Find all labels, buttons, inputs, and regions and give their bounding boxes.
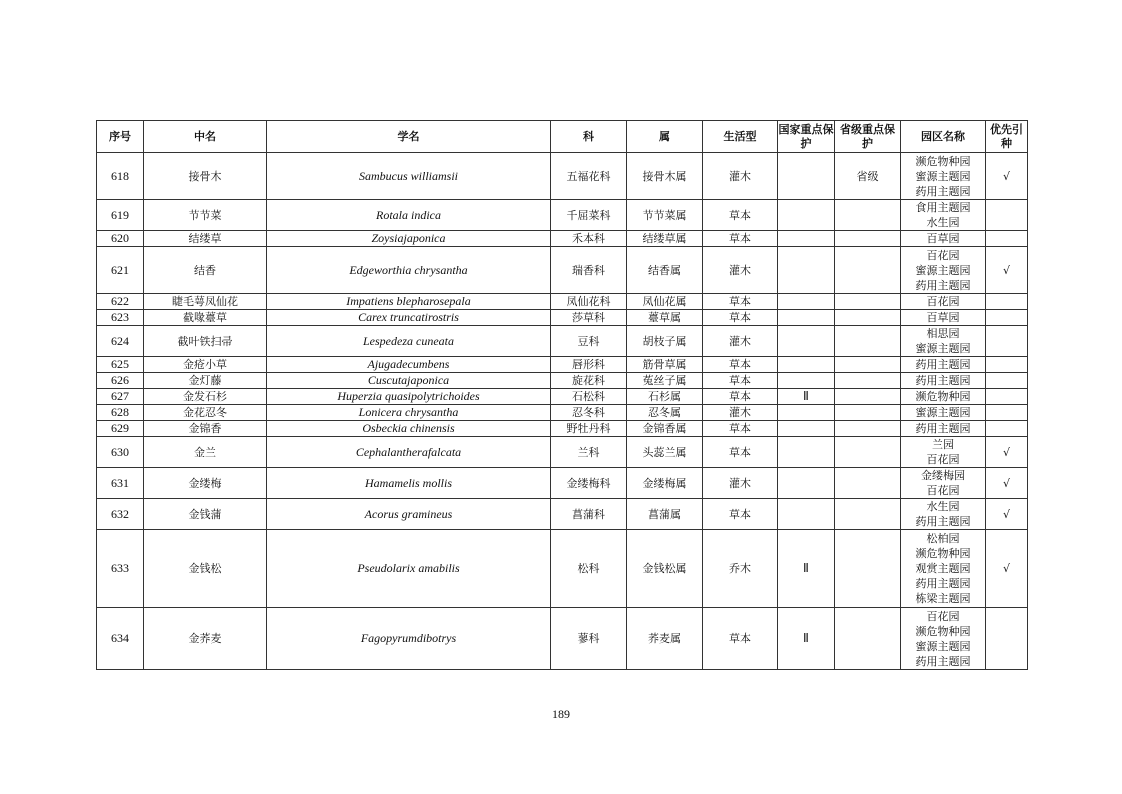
cell-garden — [901, 499, 986, 530]
garden-name: 百花园 — [926, 484, 960, 497]
cell-no: 631 — [97, 468, 144, 499]
header-garden: 园区名称 — [901, 121, 986, 153]
cell-cn-name: 金兰 — [144, 437, 267, 468]
cell-family: 千屈菜科 — [551, 200, 627, 231]
cell-sci-name: Carex truncatirostris — [267, 310, 551, 326]
cell-sci-name: Hamamelis mollis — [267, 468, 551, 499]
cell-national-protect — [778, 231, 835, 247]
garden-name: 水生园 — [926, 216, 960, 229]
table-row — [97, 326, 1028, 357]
cell-life-form: 草本 — [703, 200, 778, 231]
cell-no: 622 — [97, 294, 144, 310]
cell-priority — [986, 326, 1028, 357]
cell-garden — [901, 357, 986, 373]
cell-sci-name: Rotala indica — [267, 200, 551, 231]
cell-no: 626 — [97, 373, 144, 389]
cell-national-protect — [778, 373, 835, 389]
cell-provincial-protect — [835, 357, 901, 373]
table-row — [97, 153, 1028, 200]
cell-garden — [901, 421, 986, 437]
cell-garden — [901, 326, 986, 357]
cell-life-form: 草本 — [703, 357, 778, 373]
table-header-row — [97, 121, 1028, 153]
cell-genus: 结香属 — [627, 247, 703, 294]
cell-national-protect — [778, 294, 835, 310]
garden-name: 松柏园 — [926, 532, 960, 545]
cell-no: 621 — [97, 247, 144, 294]
cell-priority — [986, 231, 1028, 247]
cell-provincial-protect — [835, 421, 901, 437]
cell-life-form: 草本 — [703, 373, 778, 389]
cell-garden — [901, 608, 986, 670]
table-row — [97, 499, 1028, 530]
cell-family: 兰科 — [551, 437, 627, 468]
garden-name: 药用主题园 — [915, 515, 971, 528]
header-genus: 属 — [627, 121, 703, 153]
cell-no: 629 — [97, 421, 144, 437]
cell-no: 632 — [97, 499, 144, 530]
cell-national-protect: Ⅱ — [778, 530, 835, 608]
cell-provincial-protect — [835, 326, 901, 357]
cell-garden — [901, 405, 986, 421]
garden-name: 濒危物种园 — [915, 154, 971, 168]
cell-no: 618 — [97, 153, 144, 200]
cell-genus: 凤仙花属 — [627, 294, 703, 310]
cell-national-protect — [778, 247, 835, 294]
header-priority: 优先引种 — [986, 121, 1028, 153]
cell-sci-name: Acorus gramineus — [267, 499, 551, 530]
cell-national-protect: Ⅱ — [778, 608, 835, 670]
cell-provincial-protect — [835, 231, 901, 247]
cell-genus: 忍冬属 — [627, 405, 703, 421]
cell-priority: √ — [986, 499, 1028, 530]
garden-name: 药用主题园 — [915, 577, 971, 590]
cell-cn-name: 结缕草 — [144, 231, 267, 247]
garden-name: 濒危物种园 — [915, 390, 971, 403]
cell-life-form: 草本 — [703, 294, 778, 310]
cell-no: 620 — [97, 231, 144, 247]
garden-name: 水生园 — [926, 500, 960, 513]
cell-priority — [986, 389, 1028, 405]
garden-name: 百花园 — [926, 295, 960, 308]
cell-no: 633 — [97, 530, 144, 608]
cell-national-protect — [778, 310, 835, 326]
table-body — [97, 153, 1028, 670]
cell-priority — [986, 373, 1028, 389]
garden-name: 百花园 — [926, 609, 960, 623]
cell-life-form: 灌木 — [703, 153, 778, 200]
cell-life-form: 草本 — [703, 389, 778, 405]
cell-provincial-protect — [835, 468, 901, 499]
cell-genus: 菟丝子属 — [627, 373, 703, 389]
cell-cn-name: 金钱蒲 — [144, 499, 267, 530]
garden-name: 相思园 — [926, 327, 960, 340]
cell-cn-name: 金锦香 — [144, 421, 267, 437]
cell-sci-name: Lonicera chrysantha — [267, 405, 551, 421]
cell-family: 菖蒲科 — [551, 499, 627, 530]
cell-priority — [986, 294, 1028, 310]
cell-life-form: 草本 — [703, 310, 778, 326]
cell-family: 松科 — [551, 530, 627, 608]
cell-garden — [901, 389, 986, 405]
header-sci-name: 学名 — [267, 121, 551, 153]
cell-priority: √ — [986, 247, 1028, 294]
cell-no: 619 — [97, 200, 144, 231]
garden-name: 百花园 — [926, 453, 960, 466]
cell-garden — [901, 310, 986, 326]
cell-life-form: 草本 — [703, 231, 778, 247]
garden-name: 栋梁主题园 — [915, 592, 971, 605]
cell-priority — [986, 405, 1028, 421]
cell-garden — [901, 153, 986, 200]
garden-name: 药用主题园 — [915, 422, 971, 435]
cell-genus: 荞麦属 — [627, 608, 703, 670]
table-row — [97, 608, 1028, 670]
garden-name: 濒危物种园 — [915, 547, 971, 560]
cell-cn-name: 金灯藤 — [144, 373, 267, 389]
header-cn-name: 中名 — [144, 121, 267, 153]
cell-national-protect — [778, 405, 835, 421]
cell-provincial-protect — [835, 200, 901, 231]
cell-provincial-protect — [835, 294, 901, 310]
cell-sci-name: Zoysiajaponica — [267, 231, 551, 247]
table-row — [97, 247, 1028, 294]
cell-family: 唇形科 — [551, 357, 627, 373]
garden-name: 濒危物种园 — [915, 624, 971, 638]
cell-life-form: 草本 — [703, 608, 778, 670]
cell-no: 628 — [97, 405, 144, 421]
cell-genus: 筋骨草属 — [627, 357, 703, 373]
cell-priority — [986, 357, 1028, 373]
cell-no: 627 — [97, 389, 144, 405]
cell-provincial-protect — [835, 310, 901, 326]
cell-cn-name: 节节菜 — [144, 200, 267, 231]
cell-genus: 薹草属 — [627, 310, 703, 326]
garden-name: 药用主题园 — [915, 358, 971, 371]
table-row — [97, 405, 1028, 421]
cell-garden — [901, 247, 986, 294]
cell-priority: √ — [986, 437, 1028, 468]
cell-genus: 金锦香属 — [627, 421, 703, 437]
header-provincial-protect: 省级重点保护 — [835, 121, 901, 153]
cell-genus: 石杉属 — [627, 389, 703, 405]
table-row — [97, 468, 1028, 499]
garden-name: 药用主题园 — [915, 654, 971, 668]
cell-cn-name: 金花忍冬 — [144, 405, 267, 421]
cell-priority: √ — [986, 468, 1028, 499]
cell-life-form: 乔木 — [703, 530, 778, 608]
garden-name: 蜜源主题园 — [915, 169, 971, 183]
garden-name: 百花园 — [926, 248, 960, 262]
page-number: 189 — [552, 707, 570, 721]
cell-cn-name: 结香 — [144, 247, 267, 294]
cell-sci-name: Cephalantherafalcata — [267, 437, 551, 468]
cell-priority — [986, 200, 1028, 231]
cell-genus: 结缕草属 — [627, 231, 703, 247]
cell-provincial-protect — [835, 437, 901, 468]
cell-priority: √ — [986, 530, 1028, 608]
cell-cn-name: 截喙薹草 — [144, 310, 267, 326]
cell-provincial-protect — [835, 405, 901, 421]
cell-national-protect — [778, 326, 835, 357]
cell-national-protect — [778, 153, 835, 200]
cell-national-protect — [778, 468, 835, 499]
garden-name: 金缕梅园 — [921, 469, 965, 482]
cell-priority: √ — [986, 153, 1028, 200]
table-row — [97, 200, 1028, 231]
cell-sci-name: Fagopyrumdibotrys — [267, 608, 551, 670]
cell-life-form: 灌木 — [703, 468, 778, 499]
table-row — [97, 373, 1028, 389]
cell-provincial-protect — [835, 608, 901, 670]
cell-family: 野牡丹科 — [551, 421, 627, 437]
cell-family: 莎草科 — [551, 310, 627, 326]
cell-life-form: 灌木 — [703, 405, 778, 421]
cell-life-form: 草本 — [703, 437, 778, 468]
header-no: 序号 — [97, 121, 144, 153]
cell-cn-name: 接骨木 — [144, 153, 267, 200]
cell-genus: 节节菜属 — [627, 200, 703, 231]
cell-sci-name: Pseudolarix amabilis — [267, 530, 551, 608]
cell-family: 忍冬科 — [551, 405, 627, 421]
cell-life-form: 灌木 — [703, 326, 778, 357]
cell-provincial-protect — [835, 499, 901, 530]
cell-genus: 头蕊兰属 — [627, 437, 703, 468]
cell-no: 623 — [97, 310, 144, 326]
cell-provincial-protect — [835, 389, 901, 405]
garden-name: 药用主题园 — [915, 184, 971, 198]
table-row — [97, 530, 1028, 608]
garden-name: 蜜源主题园 — [915, 342, 971, 355]
cell-no: 625 — [97, 357, 144, 373]
cell-cn-name: 金缕梅 — [144, 468, 267, 499]
cell-genus: 菖蒲属 — [627, 499, 703, 530]
cell-provincial-protect — [835, 530, 901, 608]
cell-genus: 胡枝子属 — [627, 326, 703, 357]
cell-national-protect — [778, 437, 835, 468]
garden-name: 兰园 — [932, 438, 954, 451]
cell-cn-name: 金发石杉 — [144, 389, 267, 405]
cell-family: 蓼科 — [551, 608, 627, 670]
cell-sci-name: Osbeckia chinensis — [267, 421, 551, 437]
cell-provincial-protect — [835, 247, 901, 294]
cell-sci-name: Lespedeza cuneata — [267, 326, 551, 357]
cell-genus: 金缕梅属 — [627, 468, 703, 499]
cell-genus: 接骨木属 — [627, 153, 703, 200]
cell-national-protect — [778, 357, 835, 373]
cell-national-protect — [778, 421, 835, 437]
cell-life-form: 草本 — [703, 499, 778, 530]
table-row — [97, 421, 1028, 437]
cell-priority — [986, 608, 1028, 670]
cell-national-protect — [778, 499, 835, 530]
header-family: 科 — [551, 121, 627, 153]
header-national-protect: 国家重点保护 — [778, 121, 835, 153]
table-row — [97, 294, 1028, 310]
cell-family: 豆科 — [551, 326, 627, 357]
cell-garden — [901, 530, 986, 608]
cell-sci-name: Ajugadecumbens — [267, 357, 551, 373]
garden-name: 药用主题园 — [915, 374, 971, 387]
cell-genus: 金钱松属 — [627, 530, 703, 608]
cell-cn-name: 金疮小草 — [144, 357, 267, 373]
cell-family: 禾本科 — [551, 231, 627, 247]
cell-no: 634 — [97, 608, 144, 670]
cell-garden — [901, 437, 986, 468]
cell-family: 瑞香科 — [551, 247, 627, 294]
cell-sci-name: Cuscutajaponica — [267, 373, 551, 389]
cell-family: 金缕梅科 — [551, 468, 627, 499]
table-row — [97, 357, 1028, 373]
header-life-form: 生活型 — [703, 121, 778, 153]
cell-life-form: 灌木 — [703, 247, 778, 294]
cell-priority — [986, 421, 1028, 437]
table-row — [97, 437, 1028, 468]
table-row — [97, 389, 1028, 405]
cell-sci-name: Huperzia quasipolytrichoides — [267, 389, 551, 405]
cell-cn-name: 睫毛萼凤仙花 — [144, 294, 267, 310]
cell-cn-name: 截叶铁扫帚 — [144, 326, 267, 357]
cell-family: 旋花科 — [551, 373, 627, 389]
cell-national-protect — [778, 200, 835, 231]
cell-family: 石松科 — [551, 389, 627, 405]
cell-sci-name: Edgeworthia chrysantha — [267, 247, 551, 294]
cell-garden — [901, 200, 986, 231]
cell-provincial-protect — [835, 373, 901, 389]
garden-name: 药用主题园 — [915, 278, 971, 292]
cell-provincial-protect: 省级 — [835, 153, 901, 200]
table-row — [97, 310, 1028, 326]
cell-garden — [901, 373, 986, 389]
table-row — [97, 231, 1028, 247]
cell-cn-name: 金钱松 — [144, 530, 267, 608]
plant-species-table — [96, 120, 1028, 670]
cell-no: 624 — [97, 326, 144, 357]
cell-garden — [901, 468, 986, 499]
cell-sci-name: Sambucus williamsii — [267, 153, 551, 200]
cell-family: 凤仙花科 — [551, 294, 627, 310]
garden-name: 观赏主题园 — [915, 562, 971, 575]
garden-name: 蜜源主题园 — [915, 406, 971, 419]
cell-priority — [986, 310, 1028, 326]
cell-garden — [901, 231, 986, 247]
garden-name: 百草园 — [926, 311, 960, 324]
cell-family: 五福花科 — [551, 153, 627, 200]
cell-life-form: 草本 — [703, 421, 778, 437]
cell-garden — [901, 294, 986, 310]
garden-name: 蜜源主题园 — [915, 639, 971, 653]
garden-name: 蜜源主题园 — [915, 263, 971, 277]
cell-cn-name: 金荞麦 — [144, 608, 267, 670]
cell-national-protect: Ⅱ — [778, 389, 835, 405]
garden-name: 百草园 — [926, 232, 960, 245]
cell-sci-name: Impatiens blepharosepala — [267, 294, 551, 310]
cell-no: 630 — [97, 437, 144, 468]
garden-name: 食用主题园 — [915, 201, 971, 214]
